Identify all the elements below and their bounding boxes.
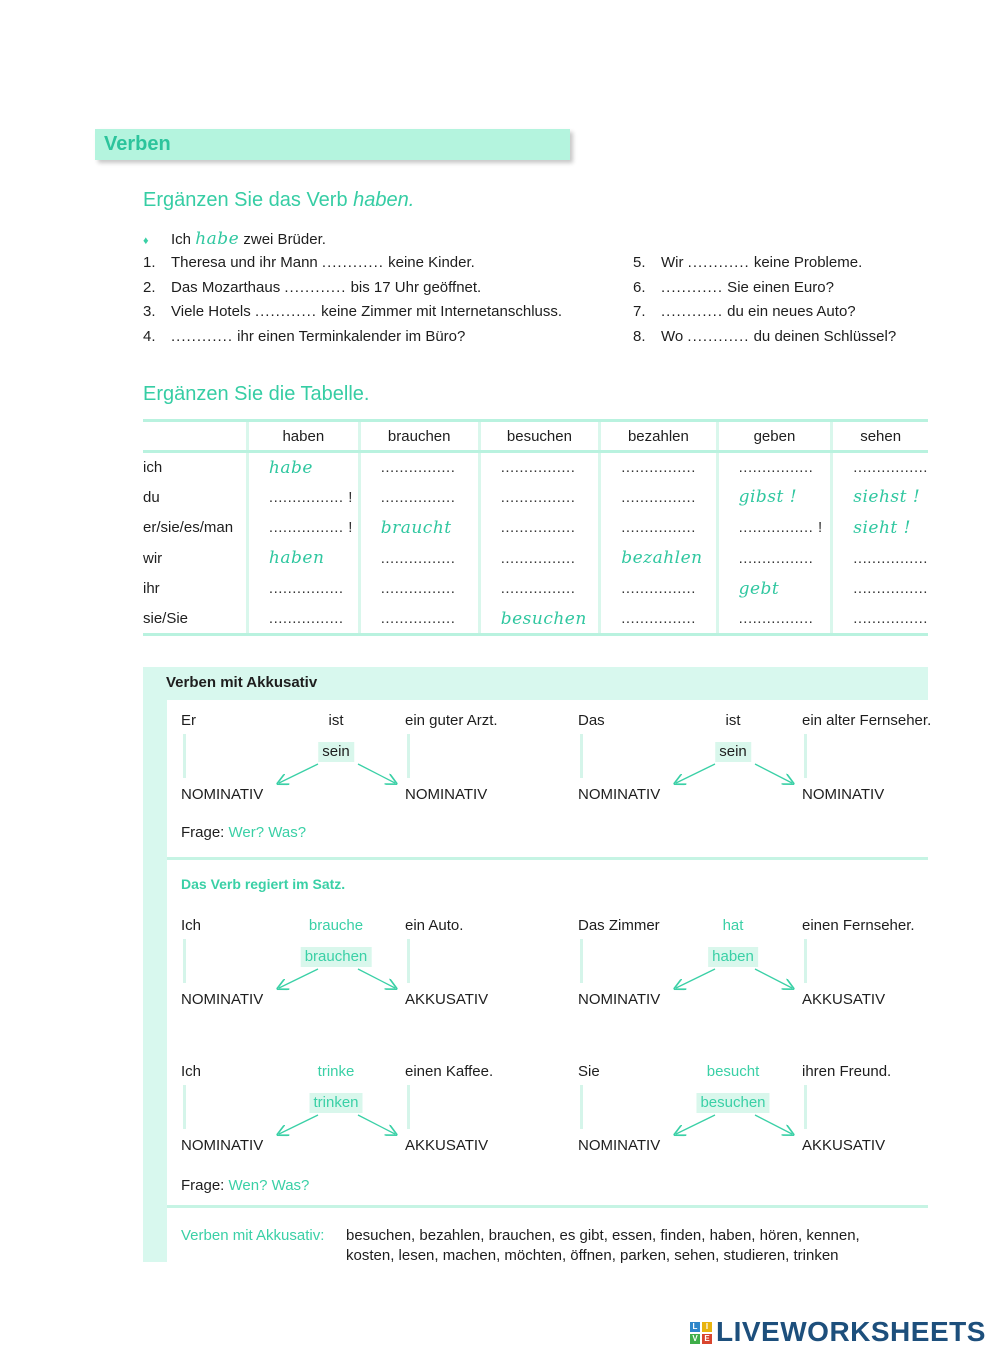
- answer-blank[interactable]: ................: [380, 610, 456, 627]
- sentence-verb: hat: [722, 917, 744, 934]
- sentence-verb: brauche: [308, 917, 364, 934]
- diamond-bullet-icon: ♦: [143, 235, 149, 247]
- item-text-before: Wo: [661, 328, 688, 345]
- logo-text: LIVEWORKSHEETS: [716, 1316, 986, 1347]
- arrow-icon: [279, 764, 318, 783]
- case-label-right: NOMINATIV: [802, 786, 885, 803]
- answer-blank[interactable]: ................: [380, 488, 456, 506]
- sentence-object: einen Fernseher.: [802, 917, 915, 934]
- exercise1-title: Ergänzen Sie das Verb haben.: [143, 189, 415, 211]
- case-label-left: NOMINATIV: [181, 991, 264, 1008]
- table-header: brauchen: [359, 421, 479, 452]
- arrow-icon: [358, 969, 395, 988]
- item-text-after: keine Zimmer mit Internetanschluss.: [316, 303, 563, 320]
- answer-blank[interactable]: ................: [621, 459, 696, 476]
- case-label-left: NOMINATIV: [181, 1137, 264, 1154]
- item-text-after: keine Kinder.: [383, 254, 475, 271]
- arrow-icon: [676, 969, 715, 988]
- filled-answer: braucht: [380, 517, 452, 538]
- table-header: bezahlen: [600, 421, 717, 452]
- pronoun-cell: sie/Sie: [143, 604, 247, 635]
- case-label-left: NOMINATIV: [578, 786, 661, 803]
- answer-blank[interactable]: ................: [853, 549, 928, 567]
- answer-blank[interactable]: ................: [621, 580, 696, 598]
- pronoun-cell: du: [143, 488, 160, 506]
- filled-answer: besuchen: [500, 608, 587, 629]
- logo-squares-icon: [690, 1322, 712, 1344]
- pronoun-cell: wir: [143, 549, 163, 567]
- infinitive-label: brauchen: [301, 947, 372, 967]
- case-label-right: AKKUSATIV: [405, 991, 489, 1008]
- arrow-icon: [358, 764, 395, 783]
- answer-blank[interactable]: ............: [171, 328, 234, 345]
- item-text-before: Theresa und ihr Mann: [171, 254, 322, 271]
- answer-blank[interactable]: ................: [738, 549, 814, 567]
- sentence-object: einen Kaffee.: [405, 1063, 494, 1080]
- answer-blank[interactable]: ................: [268, 610, 344, 627]
- verb-list-line1: besuchen, bezahlen, brauchen, es gibt, essen, finden, haben, hören, kennen,: [346, 1227, 860, 1244]
- item-text-after: bis 17 Uhr geöffnet.: [346, 279, 482, 296]
- answer-blank[interactable]: ................: [738, 610, 814, 627]
- answer-blank[interactable]: ............: [687, 254, 750, 271]
- logo-square: L: [690, 1322, 700, 1332]
- item-number: 6.: [633, 279, 646, 296]
- item-number: 1.: [143, 254, 156, 271]
- item-number: 8.: [633, 328, 646, 345]
- answer-blank[interactable]: ............: [687, 328, 750, 345]
- filled-answer: gibst !: [738, 487, 798, 508]
- item-text-before: Das Mozarthaus: [171, 279, 285, 296]
- answer-blank[interactable]: ............: [254, 303, 317, 320]
- filled-answer: haben: [268, 548, 325, 569]
- sentence-subject: Ich: [181, 1063, 202, 1080]
- sentence-verb: trinke: [317, 1063, 355, 1080]
- case-label-right: AKKUSATIV: [405, 1137, 489, 1154]
- grammar-title: Verben mit Akkusativ: [166, 674, 318, 691]
- sentence-subject: Sie: [578, 1063, 600, 1080]
- case-label-right: NOMINATIV: [405, 786, 488, 803]
- sentence-object: ihren Freund.: [802, 1063, 892, 1080]
- exercise1-example: ♦ Ich habe zwei Brüder.: [143, 229, 326, 249]
- answer-blank[interactable]: ................: [500, 549, 576, 567]
- sentence-subject: Ich: [181, 917, 202, 934]
- item-text-after: Sie einen Euro?: [723, 279, 834, 296]
- answer-blank[interactable]: ............: [321, 254, 384, 271]
- filled-answer: gebt: [738, 578, 780, 599]
- answer-blank[interactable]: ................: [621, 519, 696, 537]
- answer-blank[interactable]: ................: [500, 459, 576, 476]
- logo-square: I: [702, 1322, 712, 1332]
- liveworksheets-logo: [690, 1318, 990, 1348]
- arrow-icon: [279, 969, 318, 988]
- answer-blank[interactable]: ................: [268, 580, 344, 598]
- answer-blank[interactable]: ................: [853, 580, 928, 598]
- sentence-verb: ist: [328, 712, 344, 729]
- filled-answer: siehst !: [853, 487, 921, 508]
- filled-answer: bezahlen: [621, 548, 703, 569]
- sentence-verb: besucht: [706, 1063, 760, 1080]
- item-number: 4.: [143, 328, 156, 345]
- item-number: 3.: [143, 303, 156, 320]
- infinitive-label: besuchen: [696, 1093, 769, 1113]
- question-nominativ: Frage: Wer? Was?: [181, 824, 307, 841]
- exercise2-title: Ergänzen Sie die Tabelle.: [143, 383, 370, 405]
- arrow-icon: [676, 764, 715, 783]
- logo-square: V: [690, 1334, 700, 1344]
- answer-blank[interactable]: ................: [500, 519, 576, 537]
- answer-blank[interactable]: ............: [661, 279, 724, 296]
- item-number: 7.: [633, 303, 646, 320]
- table-header: geben: [717, 421, 832, 452]
- filled-answer: sieht !: [853, 517, 912, 538]
- sentence-object: ein Auto.: [405, 917, 464, 934]
- item-text-after: ihr einen Terminkalender im Büro?: [233, 328, 466, 345]
- answer-blank[interactable]: ................: [853, 610, 928, 627]
- case-label-left: NOMINATIV: [181, 786, 264, 803]
- item-text-before: Wir: [661, 254, 688, 271]
- infinitive-label: haben: [708, 947, 758, 967]
- verb-list-line2: kosten, lesen, machen, möchten, öffnen, parken, sehen, studieren, trinken: [346, 1247, 839, 1264]
- example-answer: habe: [195, 229, 240, 249]
- verb-list-label: Verben mit Akkusativ:: [181, 1227, 325, 1244]
- item-number: 5.: [633, 254, 646, 271]
- case-label-right: AKKUSATIV: [802, 1137, 886, 1154]
- arrow-icon: [279, 1115, 318, 1134]
- answer-blank[interactable]: ................: [380, 580, 456, 598]
- table-header: sehen: [832, 421, 928, 452]
- answer-blank[interactable]: ................: [500, 580, 576, 598]
- arrow-icon: [755, 969, 792, 988]
- case-label-right: AKKUSATIV: [802, 991, 886, 1008]
- case-label-left: NOMINATIV: [578, 991, 661, 1008]
- section-title: Verben: [104, 133, 171, 155]
- answer-blank[interactable]: ................: [621, 610, 696, 627]
- rule-text: Das Verb regiert im Satz.: [181, 876, 346, 892]
- item-text-after: keine Probleme.: [749, 254, 863, 271]
- table-header: besuchen: [479, 421, 599, 452]
- item-text-after: du deinen Schlüssel?: [749, 328, 897, 345]
- pronoun-cell: ich: [143, 459, 163, 476]
- sentence-subject: Das Zimmer: [578, 917, 660, 934]
- infinitive-label: trinken: [309, 1093, 362, 1113]
- answer-blank[interactable]: ................ !: [738, 519, 823, 537]
- filled-answer: habe: [268, 457, 313, 478]
- answer-blank[interactable]: ................: [853, 459, 928, 476]
- pronoun-cell: ihr: [143, 580, 160, 598]
- infinitive-label: sein: [715, 742, 751, 762]
- arrow-icon: [755, 1115, 792, 1134]
- sentence-object: ein guter Arzt.: [405, 712, 498, 729]
- arrow-icon: [676, 1115, 715, 1134]
- sentence-object: ein alter Fernseher.: [802, 712, 932, 729]
- answer-blank[interactable]: ................: [380, 549, 456, 567]
- item-number: 2.: [143, 279, 156, 296]
- arrow-icon: [358, 1115, 395, 1134]
- infinitive-label: sein: [318, 742, 354, 762]
- item-text-before: Viele Hotels: [171, 303, 255, 320]
- arrow-icon: [755, 764, 792, 783]
- answer-blank[interactable]: ................: [621, 488, 696, 506]
- question-akkusativ: Frage: Wen? Was?: [181, 1177, 310, 1194]
- logo-square: E: [702, 1334, 712, 1344]
- answer-blank[interactable]: ............: [661, 303, 724, 320]
- sentence-verb: ist: [725, 712, 741, 729]
- answer-blank[interactable]: ................ !: [268, 488, 353, 506]
- item-text-after: du ein neues Auto?: [723, 303, 856, 320]
- sentence-subject: Das: [578, 712, 605, 729]
- answer-blank[interactable]: ................ !: [268, 519, 353, 537]
- answer-blank[interactable]: ................: [738, 459, 814, 476]
- answer-blank[interactable]: ................: [380, 459, 456, 476]
- pronoun-cell: er/sie/es/man: [143, 519, 234, 537]
- answer-blank[interactable]: ................: [500, 488, 576, 506]
- sentence-subject: Er: [181, 712, 196, 729]
- case-label-left: NOMINATIV: [578, 1137, 661, 1154]
- answer-blank[interactable]: ............: [284, 279, 347, 296]
- table-header: haben: [247, 421, 359, 452]
